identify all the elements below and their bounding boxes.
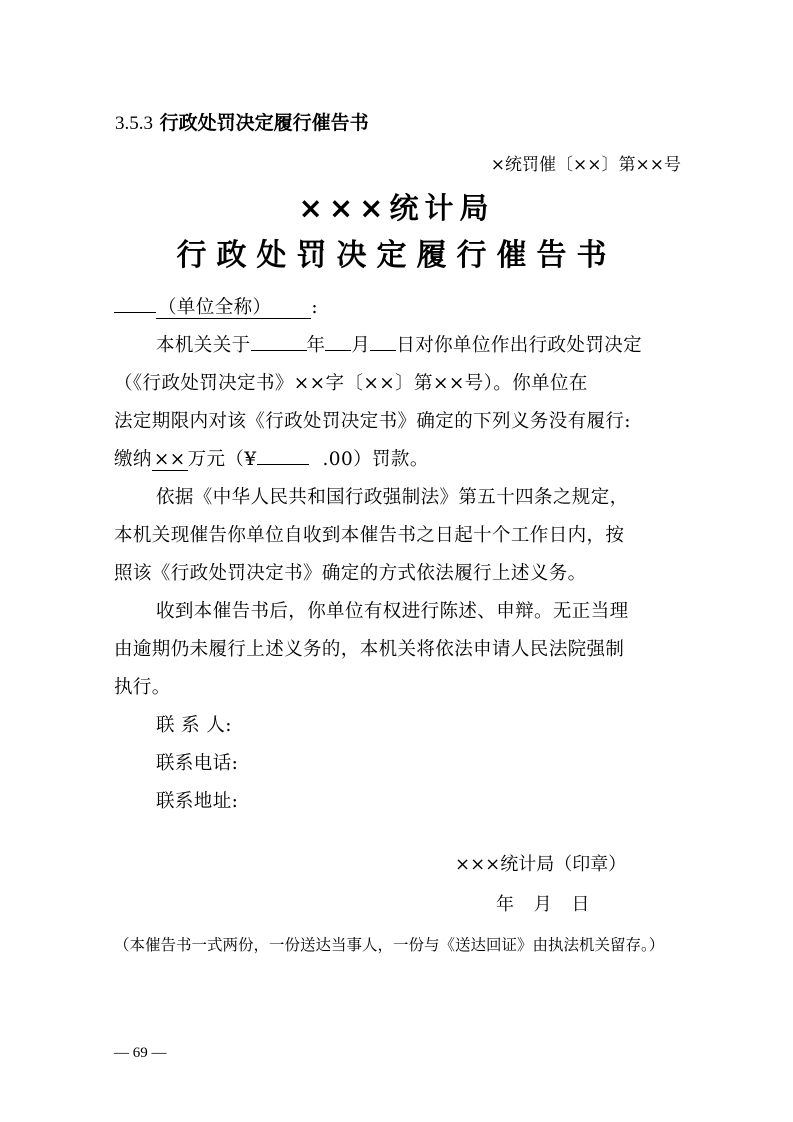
- document-title: 行政处罚决定履行催告书: [176, 238, 617, 273]
- p1-day-suffix: 日对你单位作出行政处罚决定: [396, 335, 643, 356]
- section-heading: [115, 108, 369, 135]
- contact-address: 联系地址:: [156, 791, 239, 812]
- section-number: 3.5.3: [115, 113, 153, 134]
- fine-amount: ××: [153, 449, 186, 470]
- month-label: 月: [351, 335, 371, 356]
- addressee-line: [114, 293, 318, 319]
- paragraph1-line3: 法定期限内对该《行政处罚决定书》确定的下列义务没有履行:: [114, 411, 631, 432]
- paragraph2-line2: 本机关现催告你单位自收到本催告书之日起十个工作日内，按: [114, 525, 625, 546]
- paragraph3-line2: 由逾期仍未履行上述义务的，本机关将依法申请人民法院强制: [114, 639, 625, 660]
- date-line: 年 月 日: [496, 894, 590, 915]
- document-number: ×统罚催〔××〕第××号: [490, 155, 681, 175]
- year-label: 年: [306, 335, 326, 356]
- paragraph3-line1: 收到本催告书后，你单位有权进行陈述、申辩。无正当理: [156, 601, 629, 622]
- amount-blank: [257, 446, 309, 465]
- paragraph2-line1: 依据《中华人民共和国行政强制法》第五十四条之规定，: [156, 487, 629, 508]
- p1-pay-mid: 万元（¥: [187, 449, 257, 470]
- paragraph3-line3: 执行。: [114, 677, 171, 698]
- issuing-authority-title: ×××统计局: [298, 191, 495, 225]
- paragraph1-line2: （《行政处罚决定书》××字〔××〕第××号）。你单位在: [114, 373, 588, 394]
- paragraph2-line3: 照该《行政处罚决定书》确定的方式依法履行上述义务。: [114, 563, 587, 584]
- contact-person: 联 系 人:: [156, 715, 232, 736]
- addressee-label: （单位全称）: [156, 297, 311, 319]
- signature-line: ×××统计局（印章）: [455, 854, 627, 875]
- p1-prefix: 本机关关于: [156, 335, 251, 356]
- p1-pay-prefix: 缴纳: [114, 449, 152, 470]
- month-blank: [325, 332, 351, 351]
- section-title: 行政处罚决定履行催告书: [159, 112, 369, 134]
- year-blank: [251, 332, 307, 351]
- paragraph1-line4: [114, 445, 429, 471]
- day-blank: [370, 332, 396, 351]
- page-number: — 69 —: [114, 1045, 167, 1061]
- copies-note: （本催告书一式两份，一份送达当事人，一份与《送达回证》由执法机关留存。）: [114, 936, 665, 954]
- addressee-blank-left: [114, 294, 156, 313]
- contact-phone: 联系电话:: [156, 753, 239, 774]
- p1-pay-suffix: .00）罚款。: [322, 449, 429, 470]
- addressee-colon: :: [311, 297, 319, 318]
- paragraph1-line1: [156, 331, 642, 357]
